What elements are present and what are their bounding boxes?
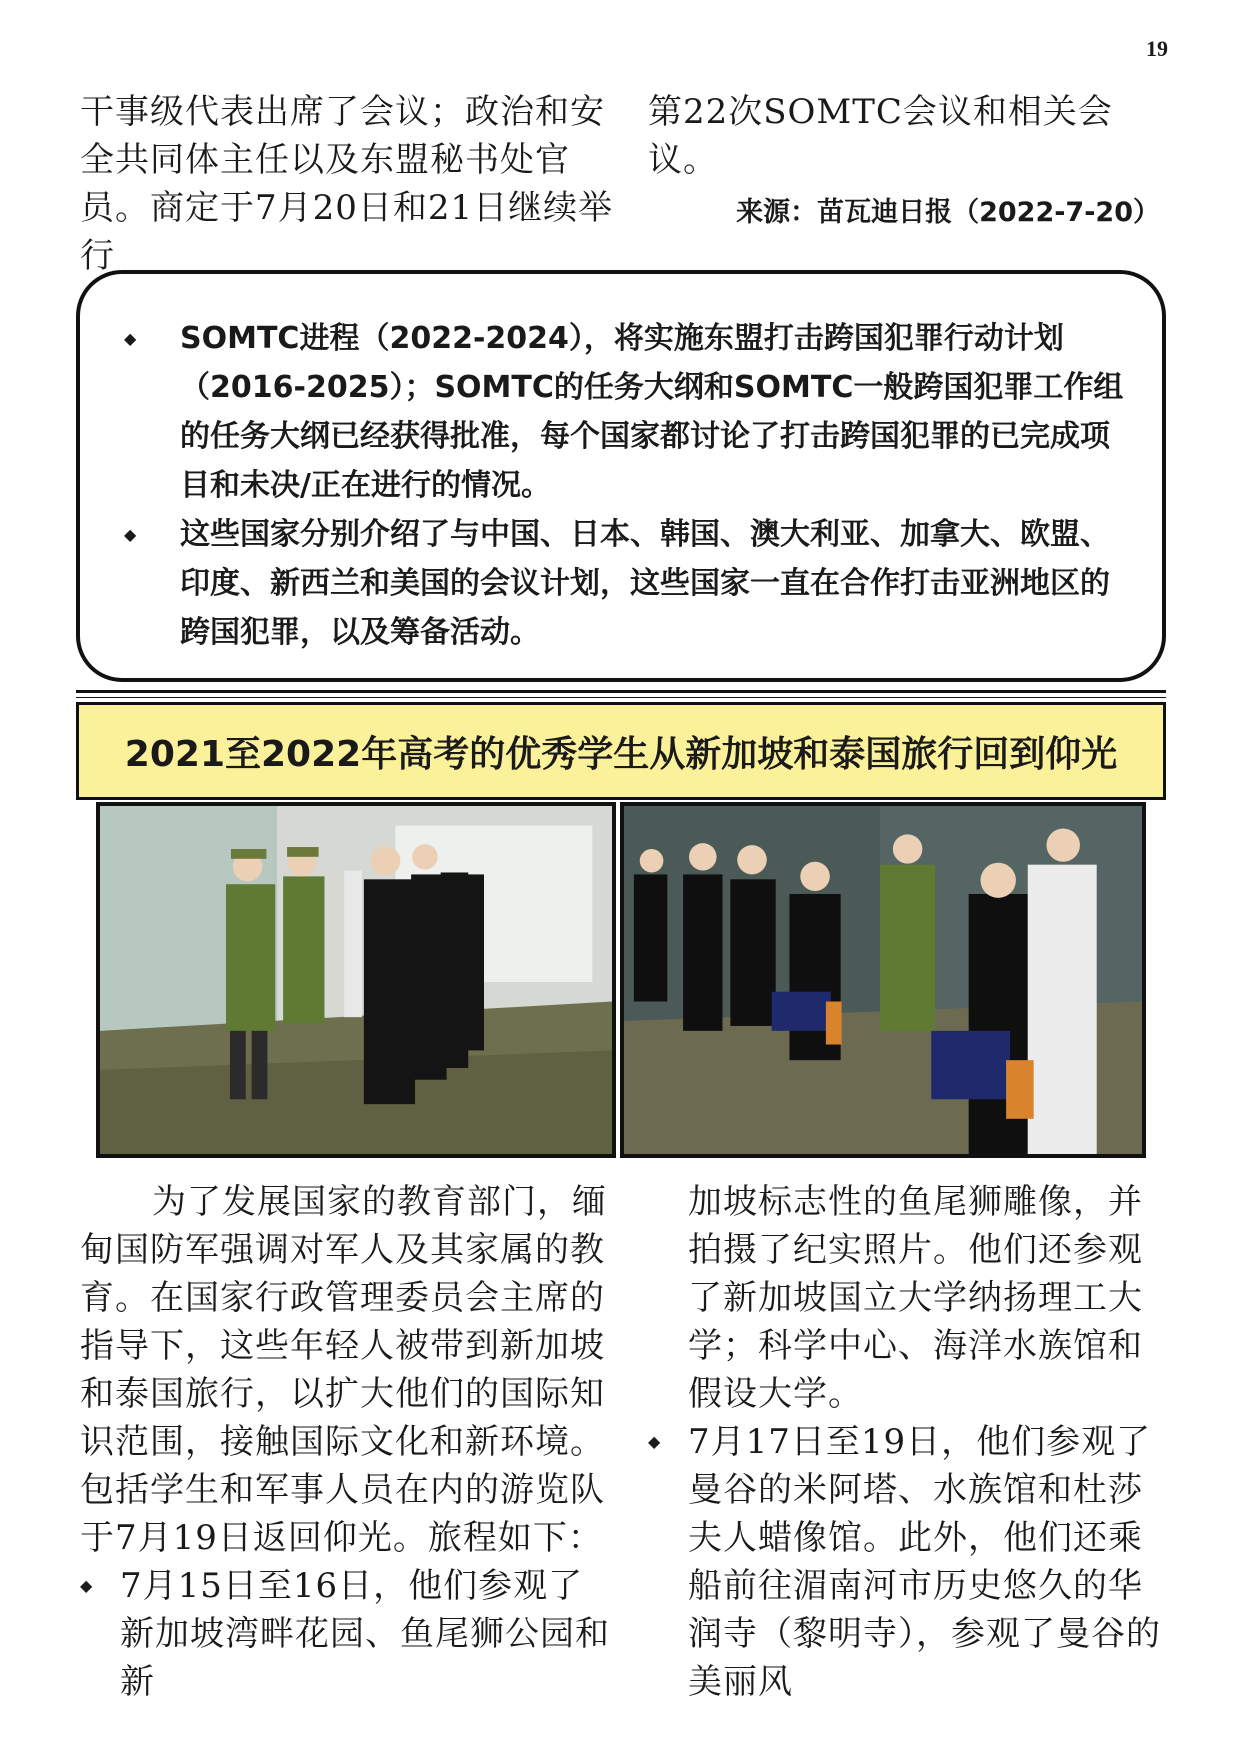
divider-rule-thin — [76, 697, 1166, 698]
article-body-left — [80, 1178, 610, 1706]
diamond-bullet-icon: ◆ — [80, 1576, 94, 1595]
top-left-paragraph: 干事级代表出席了会议；政治和安全共同体主任以及东盟秘书处官员。商定于7月20日和21日继续举行 — [80, 92, 614, 276]
top-right-paragraph: 第22次SOMTC会议和相关会议。 — [648, 92, 1113, 180]
diamond-bullet-icon: ◆ — [648, 1432, 662, 1451]
photo-officers-greeting — [96, 802, 616, 1158]
itinerary-text: 加坡标志性的鱼尾狮雕像，并拍摄了纪实照片。他们还参观了新加坡国立大学纳扬理工大学；科学中心、海洋水族馆和假设大学。 — [688, 1182, 1143, 1414]
divider-rule — [76, 690, 1166, 693]
summary-bullet — [124, 510, 1134, 657]
diamond-bullet-icon: ◆ — [124, 329, 137, 348]
summary-bullet-text: 这些国家分别介绍了与中国、日本、韩国、澳大利亚、加拿大、欧盟、印度、新西兰和美国的会议计划，这些国家一直在合作打击亚洲地区的跨国犯罪，以及筹备活动。 — [180, 517, 1110, 650]
itinerary-continuation — [648, 1178, 1168, 1418]
summary-box — [76, 270, 1166, 682]
source-citation: 来源：苗瓦迪日报（2022-7-20） — [736, 197, 1160, 228]
summary-bullet-text: SOMTC进程（2022-2024），将实施东盟打击跨国犯罪行动计划（2016-2025）；SOMTC的任务大纲和SOMTC一般跨国犯罪工作组的任务大纲已经获得批准，每个国家都讨论了打击跨国犯罪的已完成项目和未决/正在进行的情况。 — [180, 321, 1124, 503]
article-headline: 2021至2022年高考的优秀学生从新加坡和泰国旅行回到仰光 — [76, 702, 1166, 800]
itinerary-bullet-bangkok — [648, 1418, 1168, 1706]
intro-paragraph: 为了发展国家的教育部门，缅甸国防军强调对军人及其家属的教育。在国家行政管理委员会主席的指导下，这些年轻人被带到新加坡和泰国旅行，以扩大他们的国际知识范围，接触国际文化和新环境。包括学生和军事人员在内的游览队于7月19日返回仰光。旅程如下： — [80, 1182, 607, 1558]
itinerary-bullet-singapore — [80, 1562, 610, 1706]
summary-bullet — [124, 314, 1134, 510]
page-number: 19 — [1146, 36, 1168, 61]
photo-students-returning — [620, 802, 1146, 1158]
diamond-bullet-icon: ◆ — [124, 525, 137, 544]
article-body-right — [648, 1178, 1168, 1706]
itinerary-text: 7月17日至19日，他们参观了曼谷的米阿塔、水族馆和杜莎夫人蜡像馆。此外，他们还乘船前往湄南河市历史悠久的华润寺（黎明寺），参观了曼谷的美丽风 — [688, 1422, 1161, 1702]
itinerary-text: 7月15日至16日，他们参观了新加坡湾畔花园、鱼尾狮公园和新 — [120, 1566, 610, 1702]
